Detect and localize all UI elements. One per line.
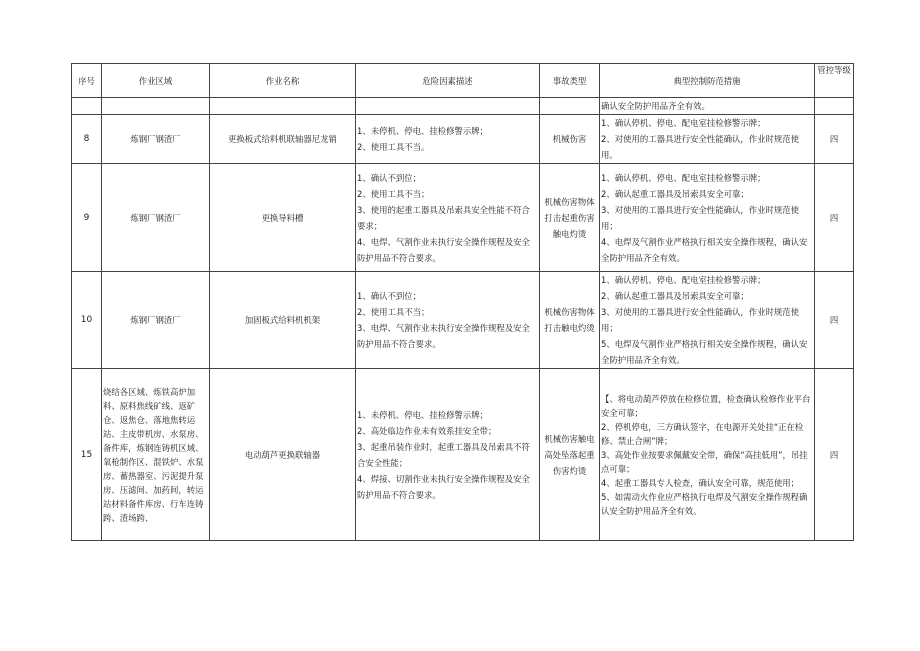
header-row [72,64,854,98]
table-row [72,115,854,164]
seq-cell: 15 [72,369,102,541]
name-cell: 电动葫芦更换联轴器 [210,369,356,541]
table-row [72,164,854,272]
area-cell: 炼钢厂钢渣厂 [102,272,210,369]
area-cell: 烧结各区域、炼铁高炉加料、原料焦线矿线、返矿仓、返焦仓、落地焦转运站、主皮带机房、水泵房、备件库，炼钢连铸机区域、氧枪制作区、混铁炉、水泵房、蓄热器室、污泥提升泵房、压滤间、加药间，转运站材料备件库房、行车连铸跨、渣场跨、 [102,369,210,541]
area-cell: 炼钢厂钢渣厂 [102,115,210,164]
measures-cell: 1、确认停机、停电、配电室挂检修警示牌； 2、确认起重工器具及吊索具安全可靠； 3、对使用的工器具进行安全性能确认，作业时规范使用； 4、电焊及气割作业严格执行相关安全操作规程，确认安全防护用品齐全有效。 [600,164,815,272]
header-level: 管控等级 [815,64,854,98]
measures-cell: 确认安全防护用品齐全有效。 [600,98,815,115]
seq-cell: 10 [72,272,102,369]
table-row [72,369,854,541]
level-cell: 四 [815,115,854,164]
level-cell: 四 [815,369,854,541]
name-cell: 更换导料槽 [210,164,356,272]
hazard-cell: 1、未停机、停电、挂检修警示牌； 2、使用工具不当。 [356,115,540,164]
name-cell: 加固板式给料机机架 [210,272,356,369]
header-seq: 序号 [72,64,102,98]
table-row [72,272,854,369]
hazard-control-table [71,63,854,541]
header-hazard: 危险因素描述 [356,64,540,98]
measures-cell: 1、确认停机、停电、配电室挂检修警示牌； 2、对使用的工器具进行安全性能确认，作业时规范使用。 [600,115,815,164]
measures-cell: 【、将电动葫芦停放在检修位置，检查确认检修作业平台安全可靠； 2、停机停电，三方确认签字，在电源开关处挂“正在检修、禁止合闸”牌； 3、高处作业按要求佩戴安全带，确保“高挂低用”，吊挂点可靠； 4、起重工器具专人检查，确认安全可靠，规范使用； 5、如需动火作业应严格执行电焊及气割安全操作规程确认安全防护用品齐全有效。 [600,369,815,541]
accident-cell: 机械伤害物体打击触电灼烫 [540,272,600,369]
measures-cell: 1、确认停机、停电、配电室挂检修警示牌； 2、确认起重工器具及吊索具安全可靠； 3、对使用的工器具进行安全性能确认，作业时规范使用； 5、电焊及气割作业严格执行相关安全操作规程，确认安全防护用品齐全有效。 [600,272,815,369]
level-cell: 四 [815,164,854,272]
header-name: 作业名称 [210,64,356,98]
seq-cell: 9 [72,164,102,272]
level-cell: 四 [815,272,854,369]
accident-cell: 机械伤害物体打击起重伤害触电灼烫 [540,164,600,272]
header-measures: 典型控制防范措施 [600,64,815,98]
area-cell: 炼钢厂钢渣厂 [102,164,210,272]
table-row-continued [72,98,854,115]
accident-cell: 机械伤害 [540,115,600,164]
header-area: 作业区域 [102,64,210,98]
hazard-cell: 1、未停机、停电、挂检修警示牌； 2、高处临边作业未有效系挂安全带； 3、起重吊装作业时，起重工器具及吊索具不符合安全性能； 4、焊接、切割作业未执行安全操作规程及安全防护用品不符合要求。 [356,369,540,541]
header-accident: 事故类型 [540,64,600,98]
hazard-cell: 1、确认不到位； 2、使用工具不当； 3、电焊、气割作业未执行安全操作规程及安全防护用品不符合要求。 [356,272,540,369]
hazard-cell: 1、确认不到位； 2、使用工具不当； 3、使用的起重工器具及吊索具安全性能不符合要求； 4、电焊、气割作业未执行安全操作规程及安全防护用品不符合要求。 [356,164,540,272]
seq-cell: 8 [72,115,102,164]
name-cell: 更换板式给料机联轴器尼龙销 [210,115,356,164]
accident-cell: 机械伤害触电高处坠落起重伤害灼烫 [540,369,600,541]
